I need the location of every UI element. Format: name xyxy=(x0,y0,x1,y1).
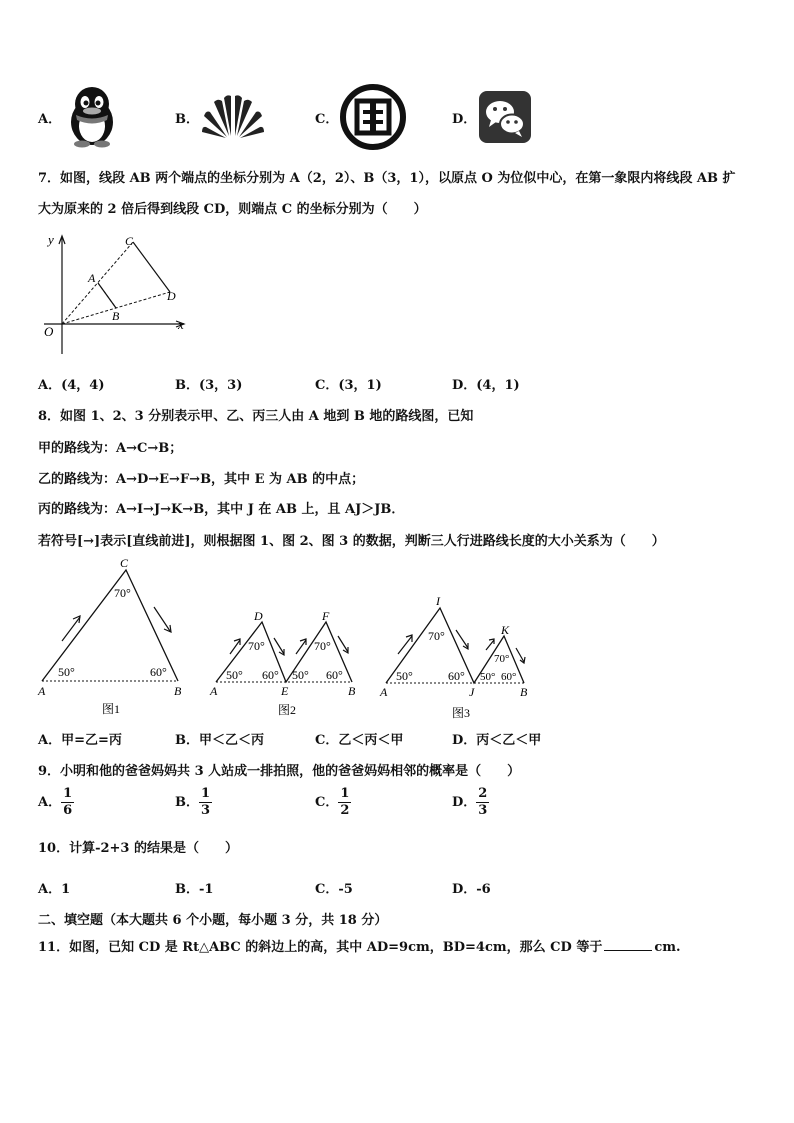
q6-option-d-letter: D． xyxy=(452,112,477,127)
fig2-point-a: A xyxy=(210,684,218,698)
fig2-point-d: D xyxy=(254,609,263,623)
qq-penguin-icon xyxy=(62,84,122,148)
origin-label: O xyxy=(44,324,54,339)
fig3-point-a: A xyxy=(380,685,388,699)
fig3-point-k: K xyxy=(501,623,510,637)
fig3-point-i: I xyxy=(436,594,440,608)
fig3-angle-a: 50° xyxy=(396,669,413,683)
fig2-angle-e1: 60° xyxy=(262,668,279,682)
point-a-label: A xyxy=(88,271,96,285)
fig1-point-c: C xyxy=(120,556,129,570)
q11-text: 11．如图，已知 CD 是 Rt△ABC 的斜边上的高，其中 AD=9cm，BD=4cm，那么 CD 等于 cm. xyxy=(38,940,681,955)
q8-option-b[interactable]: B．甲＜乙＜丙 xyxy=(175,733,264,748)
fig2-point-b: B xyxy=(348,684,356,698)
point-b-label: B xyxy=(112,309,120,323)
fig1-caption: 图1 xyxy=(102,702,121,716)
q7-line1: 7．如图，线段 AB 两个端点的坐标分别为 A（2，2）、B（3，1），以原点 O 为位似中心，在第一象限内将线段 AB 扩 xyxy=(38,171,736,186)
q10-option-c[interactable]: C．-5 xyxy=(315,882,353,897)
fig2-point-f: F xyxy=(322,609,330,623)
fig1-angle-a: 50° xyxy=(58,665,75,679)
q8-figure-1 xyxy=(36,555,196,720)
q8-line3: 乙的路线为：A→D→E→F→B，其中 E 为 AB 的中点； xyxy=(38,472,365,487)
huawei-logo-icon xyxy=(200,90,266,140)
q7-coordinate-figure xyxy=(36,228,196,358)
section2-heading: 二、填空题（本大题共 6 个小题，每小题 3 分，共 18 分） xyxy=(38,913,388,928)
fig1-point-b: B xyxy=(174,684,182,698)
q6-option-b-letter: B． xyxy=(175,112,199,127)
q8-option-d[interactable]: D．丙＜乙＜甲 xyxy=(452,733,542,748)
q11-answer-blank[interactable] xyxy=(604,950,652,951)
q7-option-b[interactable]: B．(3，3) xyxy=(175,378,243,393)
q9-option-b[interactable]: B． $\frac{1}{3}$ xyxy=(175,786,211,818)
q8-option-a[interactable]: A．甲=乙=丙 xyxy=(38,733,122,748)
q7-line2: 大为原来的 2 倍后得到线段 CD，则端点 C 的坐标分别为（ ） xyxy=(38,202,427,217)
q10-option-b[interactable]: B．-1 xyxy=(175,882,214,897)
fig3-caption: 图3 xyxy=(452,706,471,720)
q10-text: 10．计算-2+3 的结果是（ ） xyxy=(38,841,238,856)
fig2-angle-e2: 50° xyxy=(292,668,309,682)
q8-figure-3 xyxy=(376,590,536,724)
q8-line4: 丙的路线为：A→I→J→K→B，其中 J 在 AB 上，且 AJ＞JB． xyxy=(38,502,405,517)
wechat-logo-icon xyxy=(478,90,532,144)
fig3-angle-b: 60° xyxy=(501,671,517,683)
q8-option-c[interactable]: C．乙＜丙＜甲 xyxy=(315,733,404,748)
fig3-angle-j2: 50° xyxy=(480,671,496,683)
q9-option-a[interactable]: A． $\frac{1}{6}$ xyxy=(38,786,73,818)
icbc-logo-icon xyxy=(340,84,406,150)
q8-line1: 8．如图 1、2、3 分别表示甲、乙、丙三人由 A 地到 B 地的路线图，已知 xyxy=(38,409,474,424)
segment-ab xyxy=(98,283,116,308)
fig2-angle-b: 60° xyxy=(326,668,343,682)
fig3-point-b: B xyxy=(520,685,528,699)
q7-option-c[interactable]: C．(3，1) xyxy=(315,378,382,393)
fig1-angle-b: 60° xyxy=(150,665,167,679)
q9-text: 9．小明和他的爸爸妈妈共 3 人站成一排拍照，他的爸爸妈妈相邻的概率是（ ） xyxy=(38,764,521,779)
q6-option-a-letter: A． xyxy=(38,112,62,127)
y-axis-label: y xyxy=(48,232,54,247)
fig2-angle-d: 70° xyxy=(248,639,265,653)
q8-line5: 若符号[→]表示[直线前进]，则根据图 1、图 2、图 3 的数据，判断三人行进路线长度的大小关系为（ ） xyxy=(38,534,665,549)
x-axis-label: x xyxy=(178,317,184,332)
fig3-angle-i: 70° xyxy=(428,629,445,643)
q7-option-a[interactable]: A．(4，4) xyxy=(38,378,105,393)
fig2-point-e: E xyxy=(281,684,289,698)
q6-option-c-letter: C． xyxy=(315,112,339,127)
arrow-down-icon xyxy=(154,607,170,631)
fig3-angle-j1: 60° xyxy=(448,669,465,683)
fig3-angle-k: 70° xyxy=(494,653,510,665)
q7-option-d[interactable]: D．(4，1) xyxy=(452,378,520,393)
point-d-label: D xyxy=(167,289,176,303)
arrow-up-icon xyxy=(62,617,80,641)
point-c-label: C xyxy=(125,234,134,248)
fig2-caption: 图2 xyxy=(278,703,297,717)
q10-option-a[interactable]: A．1 xyxy=(38,882,71,897)
fig1-point-a: A xyxy=(38,684,46,698)
q9-option-c[interactable]: C． $\frac{1}{2}$ xyxy=(315,786,350,818)
fig3-point-j: J xyxy=(469,685,475,699)
q9-option-d[interactable]: D． $\frac{2}{3}$ xyxy=(452,786,488,818)
q10-option-d[interactable]: D．-6 xyxy=(452,882,491,897)
fig1-angle-c: 70° xyxy=(114,586,131,600)
segment-cd xyxy=(133,242,170,292)
q8-figure-2 xyxy=(204,600,364,722)
fig2-angle-a: 50° xyxy=(226,668,243,682)
fig2-angle-f: 70° xyxy=(314,639,331,653)
oc-dashed-line xyxy=(62,242,133,324)
q8-line2: 甲的路线为：A→C→B； xyxy=(38,441,183,456)
